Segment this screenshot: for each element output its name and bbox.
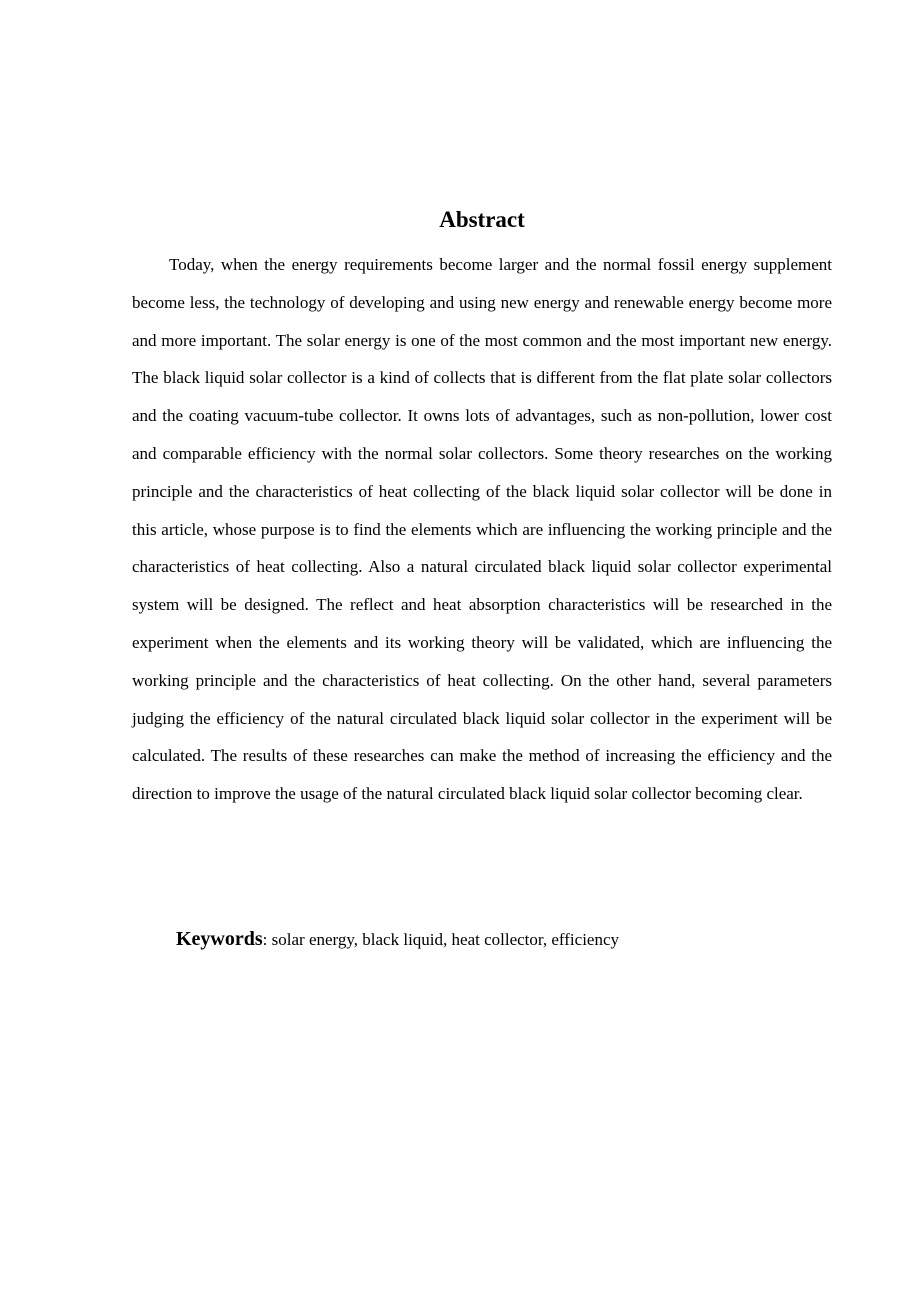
keywords-separator: :: [262, 930, 272, 949]
abstract-paragraph: Today, when the energy requirements become larger and the normal fossil energy supplement become less, the technology of developing and using new energy and renewable energy become more and more important. The solar energy is one of the most common and the most important new energy. The black liquid solar collector is a kind of collects that is different from the flat plate solar collectors and the coating vacuum-tube collector. It owns lots of advantages, such as non-pollution, lower cost and comparable efficiency with the normal solar collectors. Some theory researches on the working principle and the characteristics of heat collecting of the black liquid solar collector will be done in this article, whose purpose is to find the elements which are influencing the working principle and the characteristics of heat collecting. Also a natural circulated black liquid solar collector experimental system will be designed. The reflect and heat absorption characteristics will be researched in the experiment when the elements and its working theory will be validated, which are influencing the working principle and the characteristics of heat collecting. On the other hand, several parameters judging the efficiency of the natural circulated black liquid solar collector in the experiment will be calculated. The results of these researches can make the method of increasing the efficiency and the direction to improve the usage of the natural circulated black liquid solar collector becoming clear.: [132, 255, 832, 804]
abstract-title: Abstract: [439, 207, 525, 232]
keywords-text: solar energy, black liquid, heat collector, efficiency: [271, 930, 620, 949]
keywords-label: Keywords: [176, 928, 263, 950]
keywords-line: [176, 922, 832, 957]
